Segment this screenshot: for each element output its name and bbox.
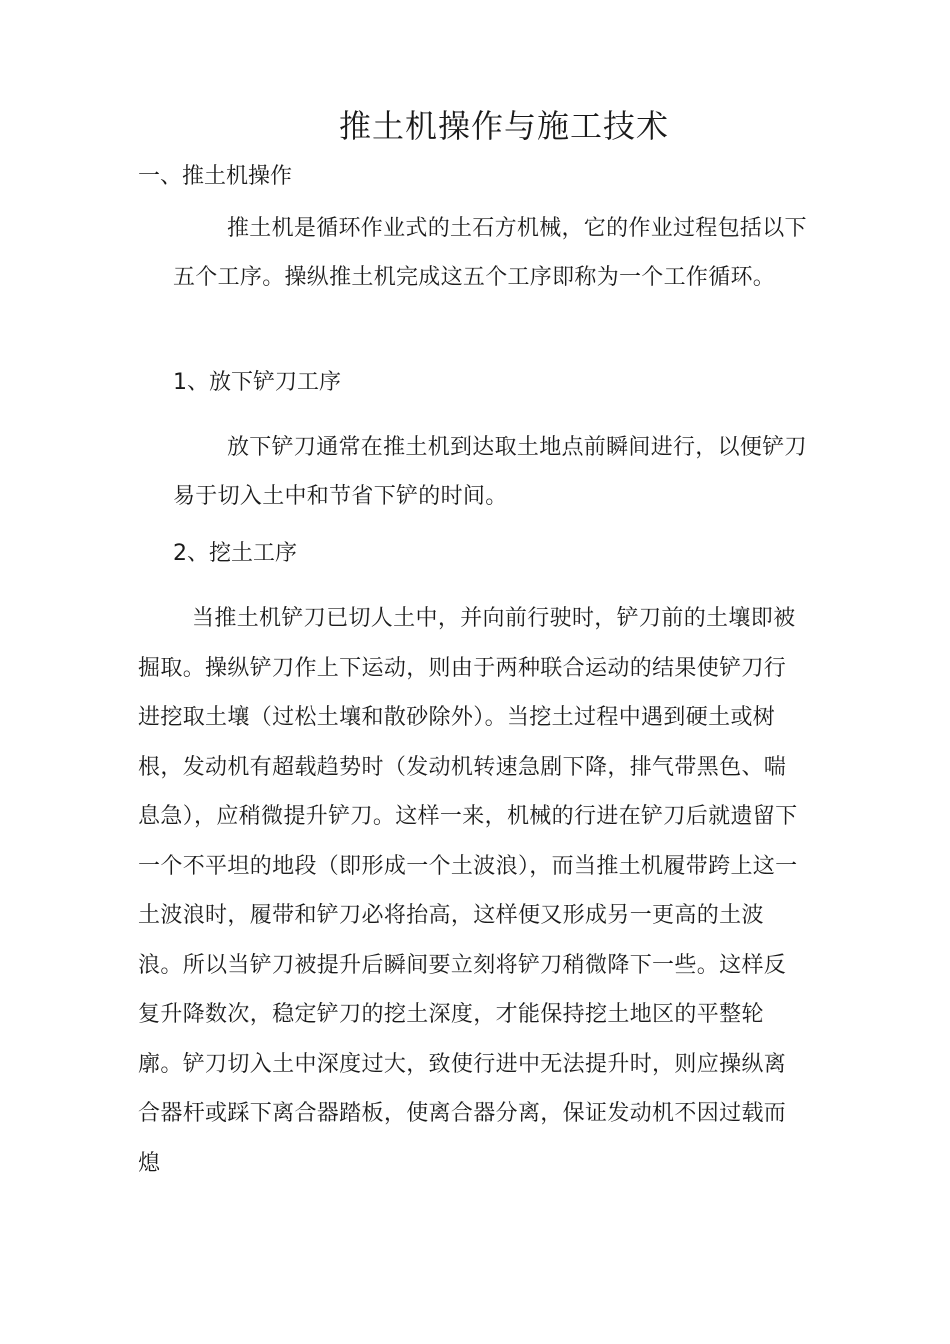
step2-heading: 2、挖土工序 xyxy=(173,541,297,566)
step1-heading: 1、放下铲刀工序 xyxy=(173,370,341,395)
intro-paragraph: 推土机是循环作业式的土石方机械，它的作业过程包括以下五个工序。操纵推土机完成这五个工序即称为一个工作循环。 xyxy=(173,216,807,290)
section-heading-operation: 一、推土机操作 xyxy=(138,164,293,189)
step2-paragraph: 当推土机铲刀已切人土中，并向前行驶时，铲刀前的土壤即被掘取。操纵铲刀作上下运动，则由于两种联合运动的结果使铲刀行进挖取土壤（过松土壤和散砂除外）。当挖土过程中遇到硬土或树根，发动机有超载趋势时（发动机转速急剧下降，排气带黑色、喘息急），应稍微提升铲刀。这样一来，机械的行进在铲刀后就遗留下一个不平坦的地段（即形成一个土波浪），而当推土机履带跨上这一土波浪时，履带和铲刀必将抬高，这样便又形成另一更高的土波浪。所以当铲刀被提升后瞬间要立刻将铲刀稍微降下一些。这样反复升降数次，稳定铲刀的挖土深度，才能保持挖土地区的平整轮廓。铲刀切入土中深度过大，致使行进中无法提升时，则应操纵离合器杆或踩下离合器踏板，使离合器分离，保证发动机不因过载而熄 xyxy=(138,606,798,1176)
document-title: 推土机操作与施工技术 xyxy=(338,107,669,145)
step1-paragraph: 放下铲刀通常在推土机到达取土地点前瞬间进行，以便铲刀易于切入土中和节省下铲的时间。 xyxy=(173,435,807,509)
